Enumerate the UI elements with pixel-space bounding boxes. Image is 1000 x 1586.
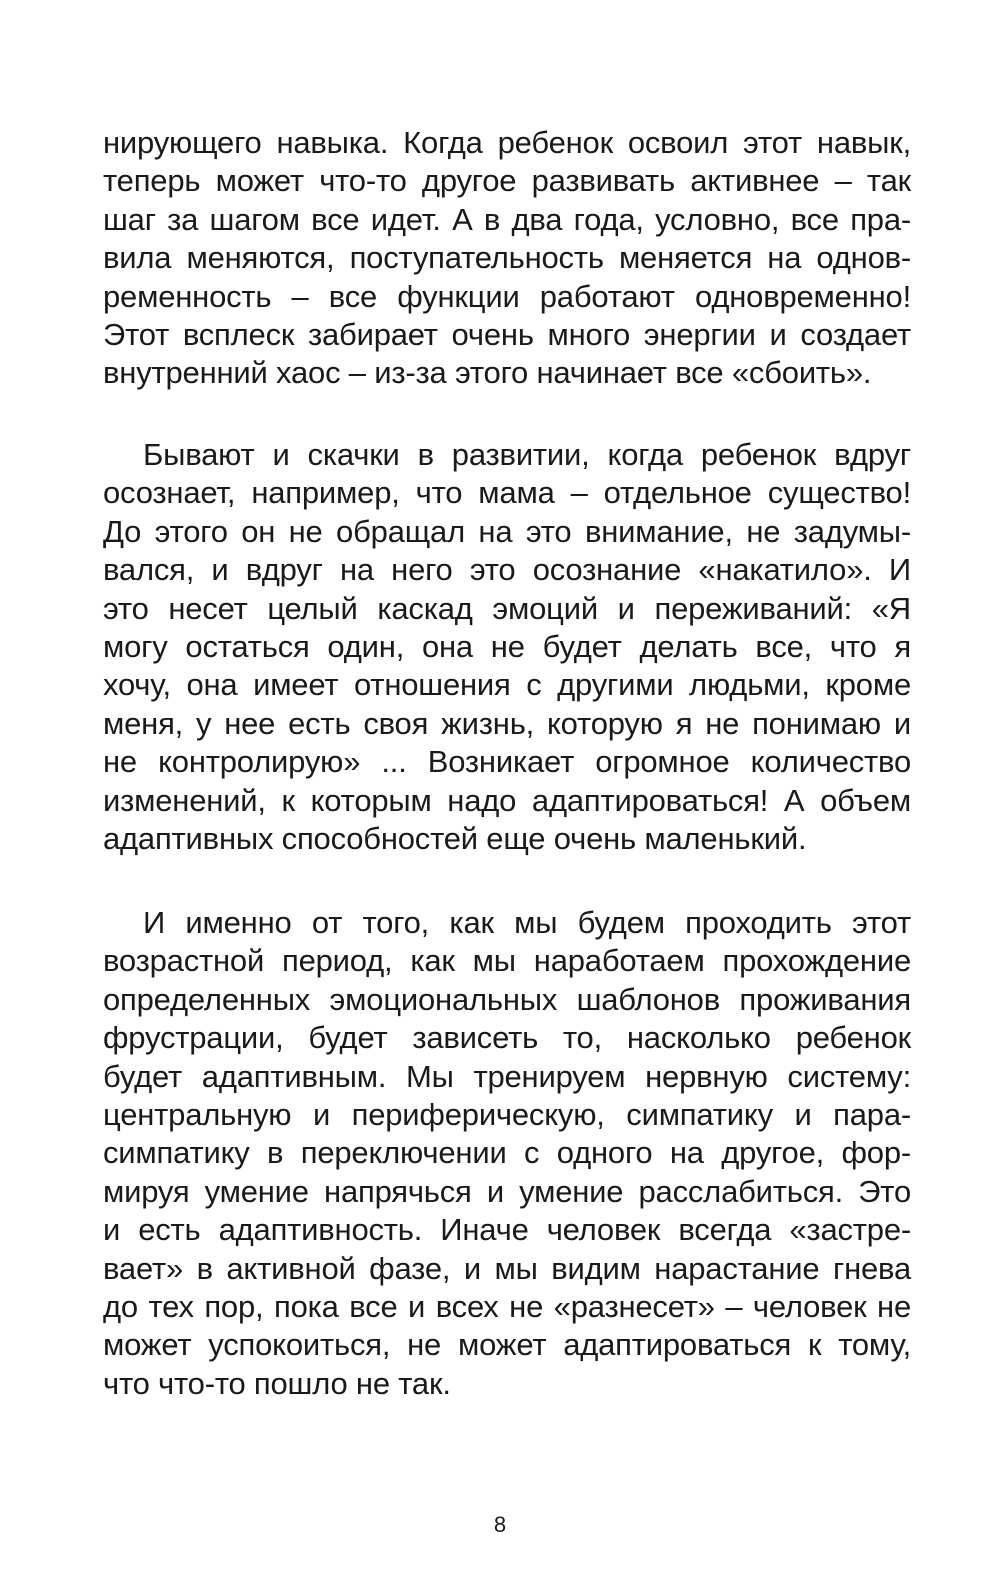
paragraph-line: мируя умение напрячься и умение расслабиться. Это <box>103 1173 911 1209</box>
paragraph-line: осознает, например, что мама – отдельное существо! <box>103 475 911 511</box>
paragraph-line: И именно от того, как мы будем проходить этот <box>143 905 911 940</box>
paragraph-line: возрастной период, как мы наработаем прохождение <box>103 943 911 979</box>
paragraph-1 <box>103 124 911 393</box>
paragraph-line: вила меняются, поступательность меняется на однов- <box>103 240 911 276</box>
paragraph-line: что что-то пошло не так. <box>103 1365 451 1401</box>
paragraph-line: вает» в активной фазе, и мы видим нарастание гнева <box>103 1250 911 1286</box>
paragraph-line: меня, у нее есть своя жизнь, которую я не понимаю и <box>103 705 911 741</box>
paragraph-line: адаптивных способностей еще очень маленький. <box>103 820 807 856</box>
paragraph-line: хочу, она имеет отношения с другими людьми, кроме <box>103 667 911 703</box>
paragraph-line: могу остаться один, она не будет делать все, что я <box>103 628 911 664</box>
paragraph-line: До этого он не обращал на это внимание, не задумы- <box>103 513 911 549</box>
paragraph-line: Бывают и скачки в развитии, когда ребенок вдруг <box>143 437 911 472</box>
paragraph-line: будет адаптивным. Мы тренируем нервную систему: <box>103 1058 911 1094</box>
paragraph-line: нирующего навыка. Когда ребенок освоил этот навык, <box>103 125 911 160</box>
paragraph-line: фрустрации, будет зависеть то, насколько ребенок <box>103 1020 911 1056</box>
paragraph-line: изменений, к которым надо адаптироваться! А объем <box>103 782 911 818</box>
paragraph-line: внутренний хаос – из-за этого начинает все «сбоить». <box>103 355 872 391</box>
paragraph-line: может успокоиться, не может адаптироваться к тому, <box>103 1327 911 1363</box>
paragraph-line: это несет целый каскад эмоций и переживаний: «Я <box>103 590 911 626</box>
paragraph-line: центральную и периферическую, симпатику и пара- <box>103 1096 911 1132</box>
paragraph-line: шаг за шагом все идет. А в два года, условно, все пра- <box>103 201 911 237</box>
paragraph-line: определенных эмоциональных шаблонов проживания <box>103 981 911 1017</box>
page-number: 8 <box>493 1512 507 1537</box>
paragraph-line: и есть адаптивность. Иначе человек всегда «застре- <box>103 1212 911 1248</box>
paragraph-line: вался, и вдруг на него это осознание «накатило». И <box>103 552 911 588</box>
paragraph-2 <box>103 436 911 858</box>
paragraph-line: симпатику в переключении с одного на другое, фор- <box>103 1135 911 1171</box>
paragraph-line: не контролирую» ... Возникает огромное количество <box>103 744 911 780</box>
paragraph-line: ременность – все функции работают одновременно! <box>103 278 911 314</box>
paragraph-line: до тех пор, пока все и всех не «разнесет» – человек не <box>103 1288 911 1324</box>
paragraph-3 <box>103 904 911 1403</box>
paragraph-line: Этот всплеск забирает очень много энергии и создает <box>103 316 911 352</box>
paragraph-line: теперь может что-то другое развивать активнее – так <box>103 163 911 199</box>
